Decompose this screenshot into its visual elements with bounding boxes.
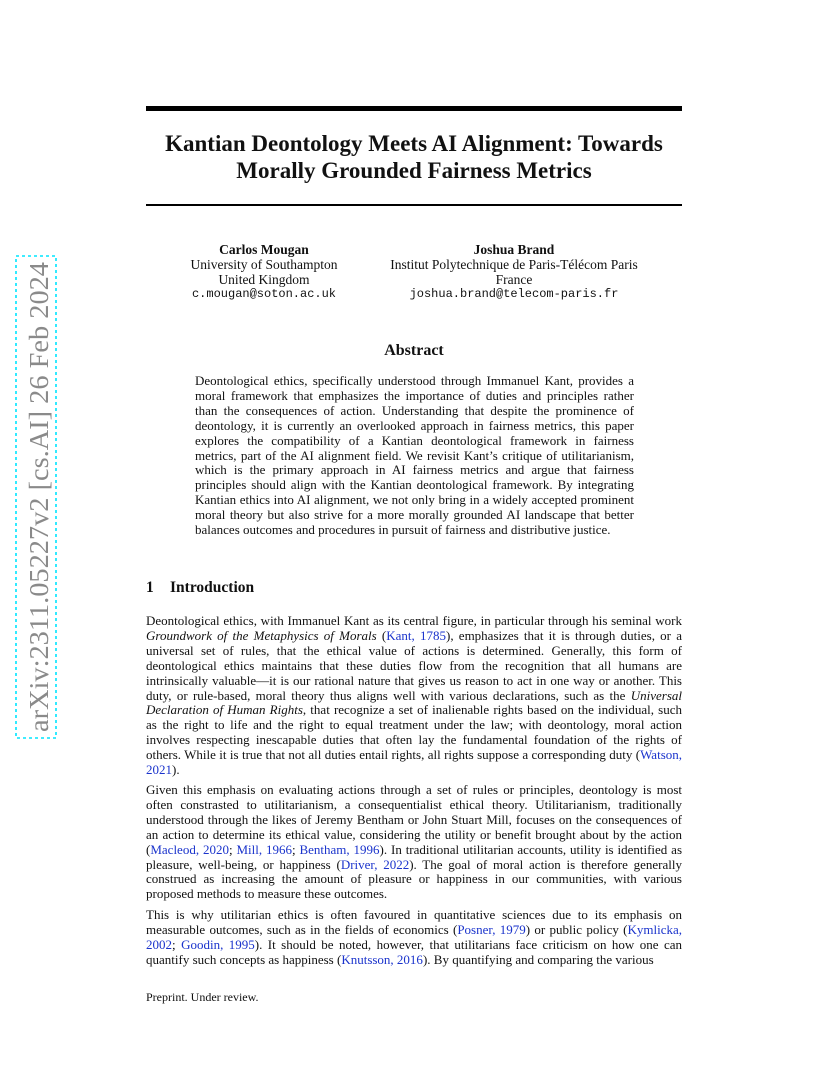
citation-link[interactable]: Kymlicka, 2002 xyxy=(146,921,682,952)
title-bottom-rule xyxy=(146,204,682,206)
author-affiliation: Institut Polytechnique de Paris-Télécom Paris xyxy=(390,257,638,272)
author-country: United Kingdom xyxy=(218,272,310,287)
author-country: France xyxy=(495,272,533,287)
text-span: ). xyxy=(172,762,180,778)
text-span: ). By quantifying and comparing the various xyxy=(422,951,654,967)
author-name: Joshua Brand xyxy=(473,242,555,257)
citation-link[interactable]: Macleod, 2020 xyxy=(150,841,229,857)
text-span: ). In traditional utilitarian accounts, utility is identified as pleasure, well-being, or happiness ( xyxy=(146,841,683,872)
citation-link[interactable]: Posner, 1979 xyxy=(457,921,526,937)
author-block-2 xyxy=(382,242,646,302)
text-span: ), emphasizes that it is through duties, or a universal set of rules, that the ethical value of actions is determined. Generally, this form of deontological ethics maintains that these duties flow from the recognition that all humans are intrinsically valuable—it is our rational nature that gives us reason to act in one way or another. This duty, or rule-based, moral theory thus aligns well with various declarations, such as the xyxy=(146,627,682,703)
arxiv-identifier-stamp xyxy=(14,254,58,740)
text-span: Given this emphasis on evaluating actions through a set of rules or principles, deontology is most often constrasted to utilitarianism, a consequentialist ethical theory. Utilitarianism, traditionally understood through the likes of Jeremy Bentham or John Stuart Mill, focuses on the consequences of an action to determine its ethical value, considering the utility or benefit brought about by the action ( xyxy=(146,782,682,857)
paragraph-3 xyxy=(146,908,682,968)
book-title: Groundwork of the Metaphysics of Morals xyxy=(146,627,377,643)
section-number: 1 xyxy=(146,579,154,596)
citation-link[interactable]: Driver, 2022 xyxy=(340,856,410,872)
text-span: ( xyxy=(376,627,387,643)
abstract-text: Deontological ethics, specifically understood through Immanuel Kant, provides a moral framework that emphasizes the importance of duties and principles rather than the consequences of action. Understanding that despite the prominence of deontology, it is currently an overlooked approach in fairness metrics, this paper explores the compatibility of a Kantian deontological framework in fairness metrics, part of the AI alignment field. We revisit Kant’s critique of utilitarianism, which is the primary approach in AI fairness metrics and argue that fairness principles should align with the Kantian deontological framework. By integrating Kantian ethics into AI alignment, we not only bring in a widely accepted prominent moral theory but also strive for a more morally grounded AI landscape that better balances outcomes and procedures in pursuit of fairness and distributive justice. xyxy=(195,373,634,538)
paragraph-2 xyxy=(146,783,682,902)
paper-title-line-2: Morally Grounded Fairness Metrics xyxy=(236,158,592,183)
paper-title xyxy=(146,130,682,184)
text-span: Deontological ethics, with Immanuel Kant as its central figure, in particular through his seminal work xyxy=(146,613,682,628)
author-email: c.mougan@soton.ac.uk xyxy=(191,287,337,301)
section-title: Introduction xyxy=(170,579,255,596)
author-block-1 xyxy=(176,242,352,302)
citation-link[interactable]: Bentham, 1996 xyxy=(299,841,380,857)
author-name: Carlos Mougan xyxy=(219,242,309,257)
arxiv-stamp-text: arXiv:2311.05227v2 [cs.AI] 26 Feb 2024 xyxy=(24,284,54,732)
text-span: ; xyxy=(172,936,182,952)
paper-title-line-1: Kantian Deontology Meets AI Alignment: Towards xyxy=(165,131,663,156)
text-span: ). It should be noted, however, that utilitarians face criticism on how one can quantify such concepts as happiness ( xyxy=(146,936,683,967)
citation-link[interactable]: Kant, 1785 xyxy=(386,627,446,643)
text-span: This is why utilitarian ethics is often favoured in quantitative sciences due to its emphasis on measurable outcomes, such as in the fields of economics ( xyxy=(146,907,682,937)
citation-link[interactable]: Watson, 2021 xyxy=(146,747,682,778)
title-top-rule xyxy=(146,106,682,111)
citation-link[interactable]: Knutsson, 2016 xyxy=(341,951,423,967)
footer-note: Preprint. Under review. xyxy=(146,990,259,1004)
author-affiliation: University of Southampton xyxy=(190,257,338,272)
text-span: ; xyxy=(228,841,237,857)
paragraph-1 xyxy=(146,614,682,778)
text-span: ). The goal of moral action is therefore generally construed as increasing the amount of pleasure or happiness in our communities, with various proposed methods to measure these outcomes. xyxy=(146,856,682,902)
citation-link[interactable]: Mill, 1966 xyxy=(236,841,292,857)
citation-link[interactable]: Goodin, 1995 xyxy=(181,936,255,952)
author-email: joshua.brand@telecom-paris.fr xyxy=(409,287,619,301)
text-span: ) or public policy ( xyxy=(525,921,628,937)
section-heading xyxy=(146,579,254,597)
text-span: ; xyxy=(291,841,300,857)
text-span: , that recognize a set of inalienable rights based on the individual, such as the right to life and the right to equal treatment under the law; with deontology, moral action involves respecting inescapable duties that often lay the fundamental foundation of the rights of others. While it is true that not all duties entail rights, all rights suppose a corresponding duty ( xyxy=(146,702,682,763)
document-title: Universal Declaration of Human Rights xyxy=(146,687,682,718)
abstract-heading: Abstract xyxy=(384,342,444,359)
